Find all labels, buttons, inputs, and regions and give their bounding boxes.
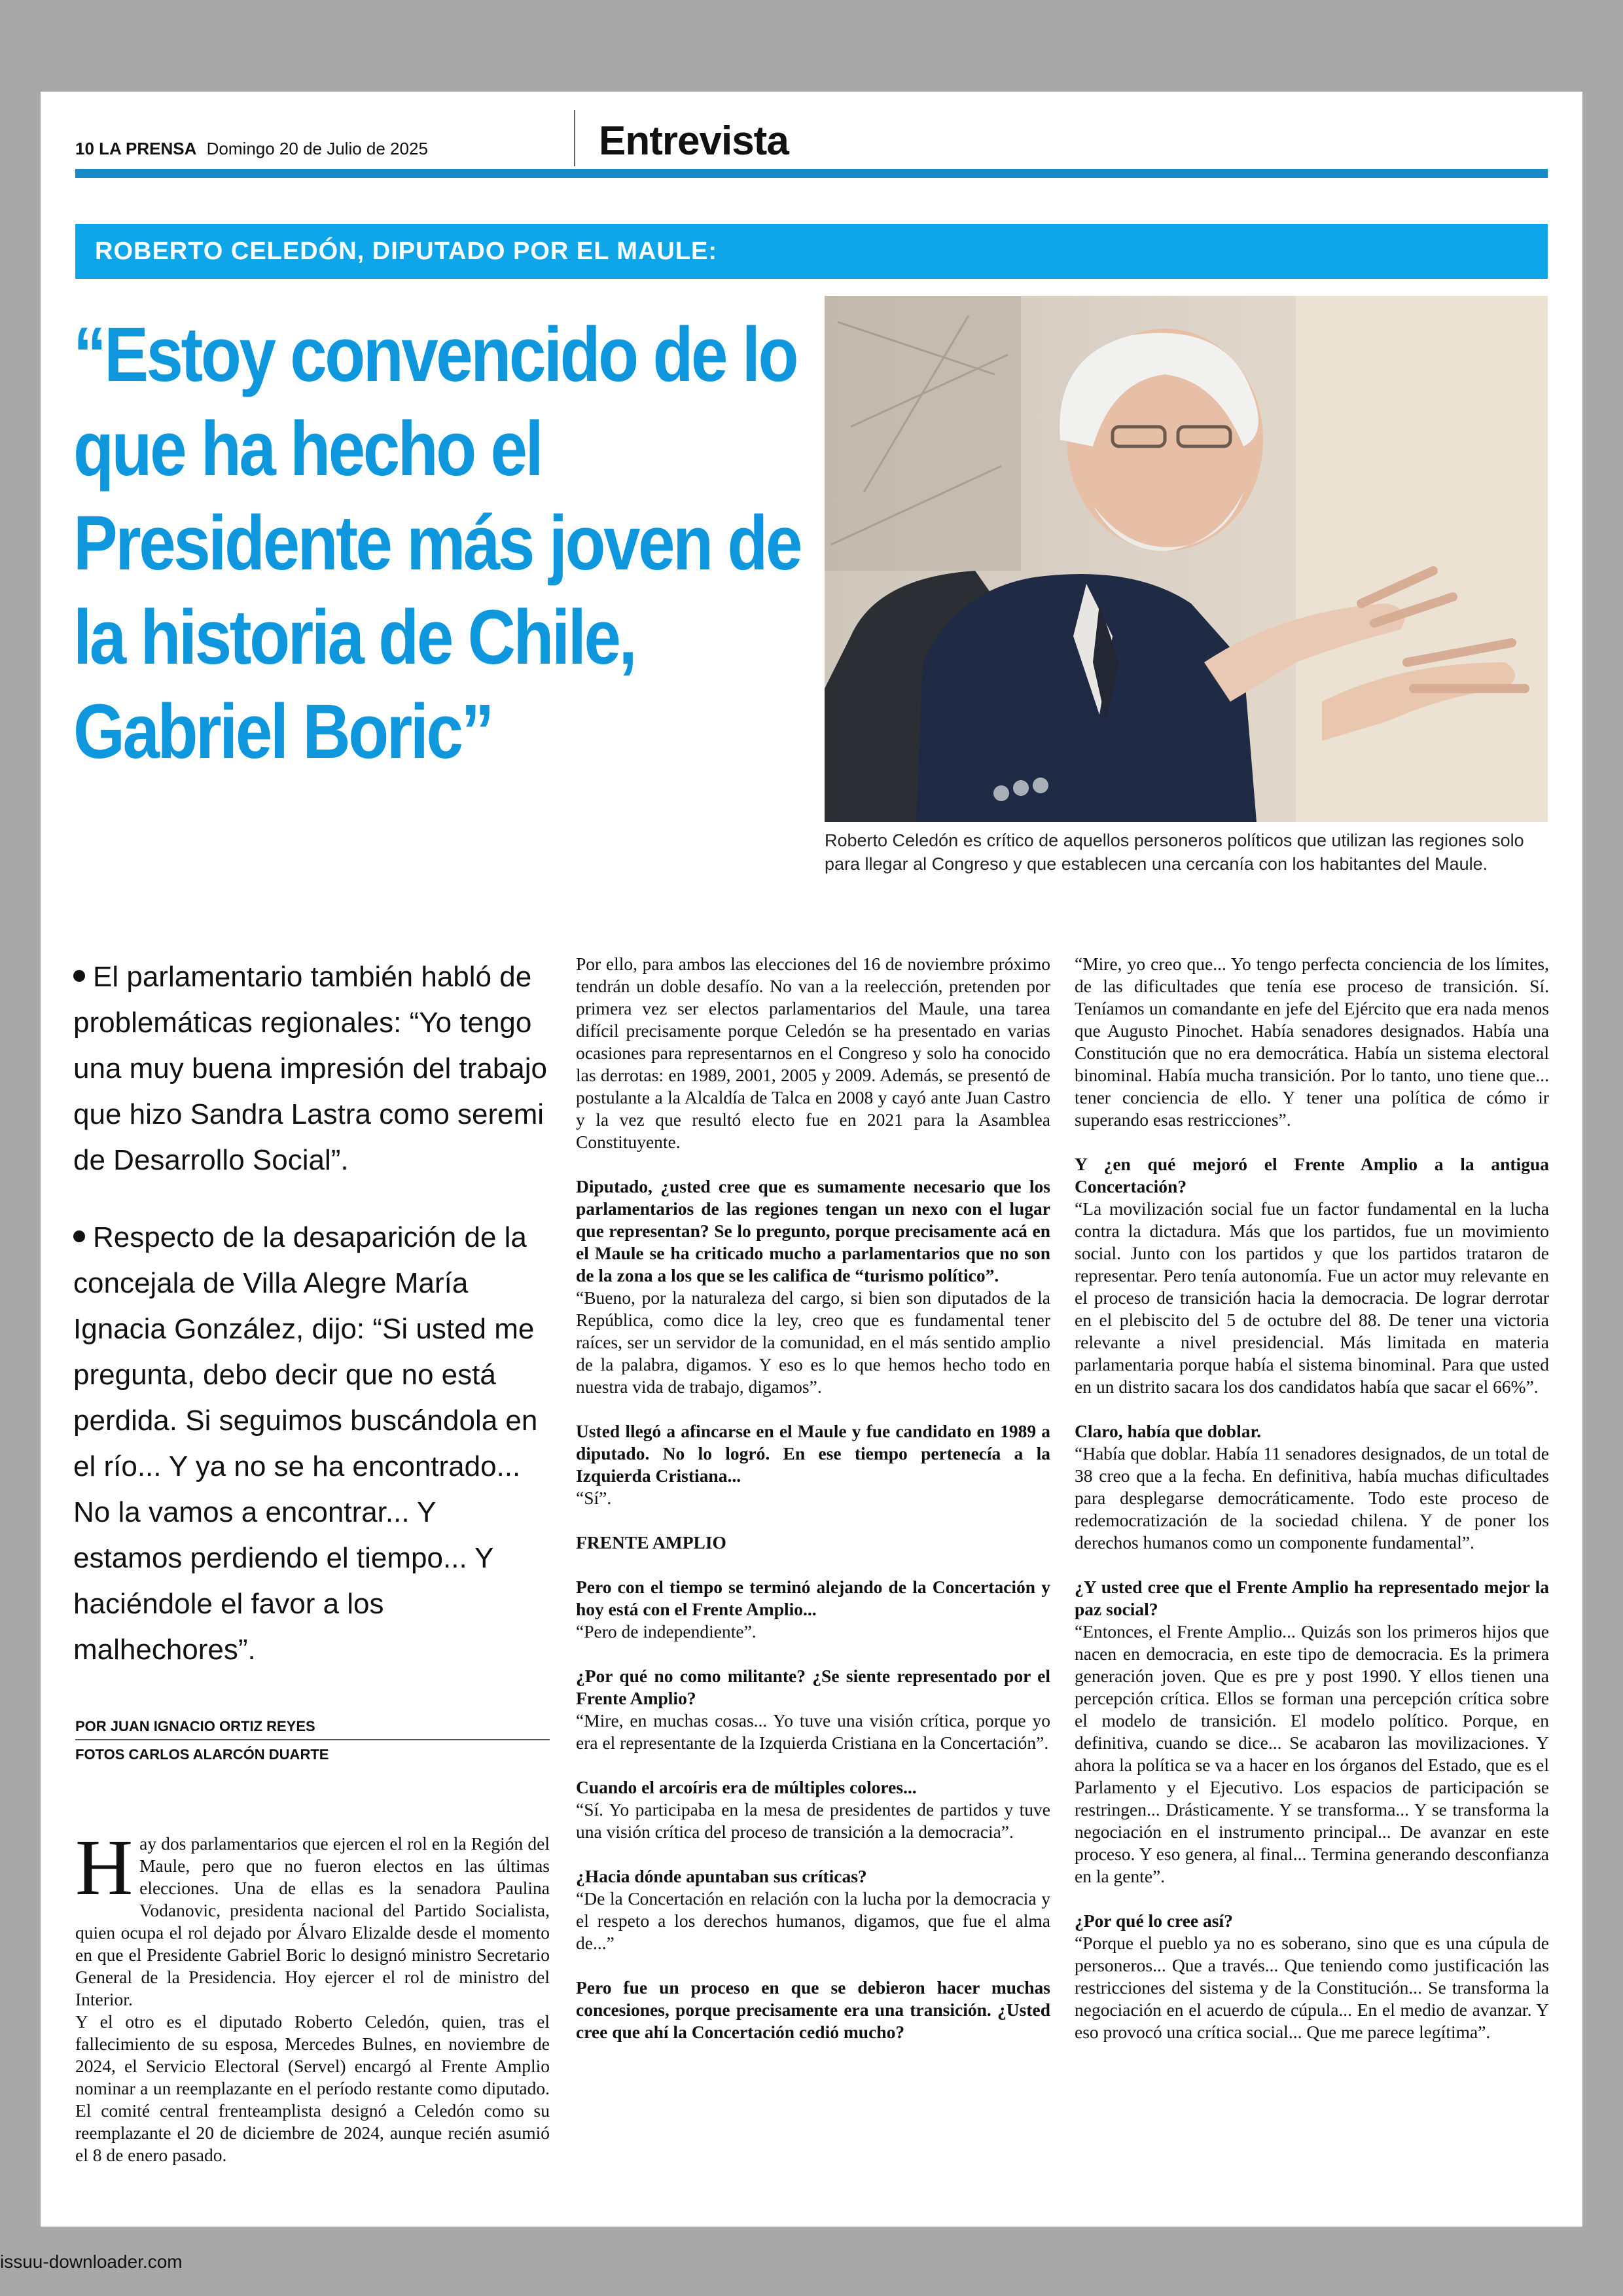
answer: “Había que doblar. Había 11 senadores designados, de un total de 38 creo que a la fecha. En definitiva, había muchas dificultades para desplegarse democráticamente. Todo este proceso de redemocratización de la sociedad chilena. Y de poner los derechos humanos como un componente fundamental”.: [1075, 1443, 1549, 1552]
answer: “Sí. Yo participaba en la mesa de presidentes de partidos y tuve una visión crítica del proceso de transición a la democracia”.: [576, 1799, 1050, 1842]
paragraph: Y el otro es el diputado Roberto Celedón, quien, tras el fallecimiento de su esposa, Mercedes Bulnes, en noviembre de 2024, el Servicio Electoral (Servel) encargó al Frente Amplio nominar a un reemplazante en el período restante como diputado. El comité central frenteamplista designó a Celedón como su reemplazante el 20 de diciembre de 2024, aunque recién asumió el 8 de enero pasado.: [75, 2011, 550, 2165]
answer: “Sí”.: [576, 1488, 612, 1508]
watermark-footer: issuu-downloader.com: [0, 2251, 183, 2272]
article-column-3: [1075, 953, 1549, 2066]
photo-credit: FOTOS CARLOS ALARCÓN DUARTE: [75, 1746, 329, 1763]
article-column-2: [576, 953, 1050, 2043]
bullet-dot-icon: [73, 1230, 85, 1242]
paragraph: Hay dos parlamentarios que ejercen el rol en la Región del Maule, pero que no fueron electos en las últimas elecciones. Una de ellas es la senadora Paulina Vodanovic, presidenta nacional del Partido Socialista, quien ocupa el rol dejado por Álvaro Elizalde desde el momento en que el Presidente Gabriel Boric lo designó ministro Secretario General de la Presidencia. Hoy ejercer el rol de ministro del Interior.: [75, 1823, 550, 2009]
answer: “Entonces, el Frente Amplio... Quizás son los primeros hijos que nacen en democracia, en este tipo de democracia. Es la primera generación joven. Que es pre y post 1990. Y ellos tienen una percepción crítica. Ellos se forman una percepción crítica sobre el modelo de transición. El modelo político. Porque, en definitiva, cuando se dice... Se acabaron las movilizaciones. Y ahora la política se va a hacer en los órganos del Estado, que es el Parlamento y el Ejecutivo. Los espacios de participación se restringen... Drásticamente. Y se transforma... Y se transforma la negociación en el instrumento principal... De avanzar en este proceso. Y eso genera, al final... Termina generando desconfianza en la gente”.: [1075, 1621, 1549, 1886]
section-title: Entrevista: [599, 118, 789, 164]
answer: “De la Concertación en relación con la lucha por la democracia y el respeto a los derechos humanos, digamos, que fue el alma de...”: [576, 1888, 1050, 1953]
highlight-bullets: [73, 954, 551, 1704]
answer: “Mire, yo creo que... Yo tengo perfecta conciencia de los límites, de las dificultades que tenía ese proceso de transición. Sí. Teníamos un comandante en jefe del Ejército que era nada menos que Augusto Pinochet. Había senadores designados. Había una Constitución que no era democrática. Había un sistema electoral binominal. Había mucha transición. Por lo tanto, uno tiene que... tener conciencia de ello. Y tener una política de cómo ir superando esas restricciones”.: [1075, 954, 1549, 1130]
portrait-photo: [825, 296, 1548, 822]
issue-date: Domingo 20 de Julio de 2025: [206, 139, 428, 158]
byline: POR JUAN IGNACIO ORTIZ REYES: [75, 1718, 550, 1740]
bullet-text: Respecto de la desaparición de la concejala de Villa Alegre María Ignacia González, dijo: “Si usted me pregunta, debo decir que no está perdida. Si seguimos buscándola en el río... Y ya no se ha encontrado... No la vamos a encontrar... Y estamos perdiendo el tiempo... Y haciéndole el favor a los malhechores”.: [73, 1221, 538, 1666]
question: ¿Por qué lo cree así?: [1075, 1910, 1233, 1931]
bullet-item: [73, 1215, 551, 1673]
page-number-publication: 10 LA PRENSA: [75, 139, 197, 158]
photo-caption: Roberto Celedón es crítico de aquellos personeros políticos que utilizan las regiones solo para llegar al Congreso y que establecen una cercanía con los habitantes del Maule.: [825, 831, 1524, 874]
question: ¿Y usted cree que el Frente Amplio ha representado mejor la paz social?: [1075, 1577, 1549, 1619]
bullet-item: [73, 954, 551, 1183]
question: ¿Hacia dónde apuntaban sus críticas?: [576, 1866, 867, 1886]
answer: “Mire, en muchas cosas... Yo tuve una visión crítica, porque yo era el representante de la Izquierda Cristiana en la Concertación”.: [576, 1710, 1050, 1753]
question: Usted llegó a afincarse en el Maule y fue candidato en 1989 a diputado. No lo logró. En ese tiempo pertenecía a la Izquierda Cristiana...: [576, 1421, 1050, 1486]
portrait-illustration: [825, 296, 1548, 822]
drop-cap: H: [75, 1823, 134, 1912]
answer: “Bueno, por la naturaleza del cargo, si bien son diputados de la República, como dice la ley, creo que es fundamental tener raíces, ser un servidor de la comunidad, en el más sentido amplio de la palabra, digamos. Y eso es lo que hemos hecho todo en nuestra vida de trabajo, digamos”.: [576, 1287, 1050, 1397]
article-column-1: [75, 1823, 550, 2189]
question: Claro, había que doblar.: [1075, 1421, 1262, 1441]
header-rule: [75, 169, 1548, 178]
answer: “La movilización social fue un factor fundamental en la lucha contra la dictadura. Más que los partidos, fue un movimiento social. Junto con los partidos y que los partidos trataron de representar. Pero tenía autonomía. Fue un actor muy relevante en el proceso de transición hacia la democracia. De lograr derrotar en el plebiscito del 5 de octubre del 88. De tener una victoria relevante a nivel presidencial. Más limitada en materia parlamentaria porque había el sistema binominal. Para que usted en un distrito sacara los dos candidatos había que sacar el 66%”.: [1075, 1198, 1549, 1397]
question: Pero fue un proceso en que se debieron hacer muchas concesiones, porque precisamente era una transición. ¿Usted cree que ahí la Concertación cedió mucho?: [576, 1977, 1050, 2042]
answer: “Pero de independiente”.: [576, 1621, 757, 1641]
question: Y ¿en qué mejoró el Frente Amplio a la antigua Concertación?: [1075, 1154, 1549, 1196]
subheading: FRENTE AMPLIO: [576, 1532, 726, 1552]
page-header-info: [75, 139, 428, 159]
answer: “Porque el pueblo ya no es soberano, sino que es una cúpula de personeros... Que a través... Que teniendo como justificación las restricciones del sistema y de la Constitución... Se transforma la negociación en el acuerdo de cúpula... En el medio de avanzar. Y eso provocó una crítica social... Que me parece legítima”.: [1075, 1933, 1549, 2042]
paragraph: Por ello, para ambos las elecciones del 16 de noviembre próximo tendrán un doble desafío. No van a la reelección, pretenden por primera vez ser electos parlamentarios del Maule, una tarea difícil precisamente porque Celedón se ha presentado en varias ocasiones para representarnos en el Congreso y solo ha conocido las derrotas: en 1989, 2001, 2005 y 2009. Además, se presentó de postulante a la Alcaldía de Talca en 2008 y cayó ante Juan Castro y la vez que resultó electo fue en 2021 para la Asamblea Constituyente.: [576, 954, 1050, 1152]
question: ¿Por qué no como militante? ¿Se siente representado por el Frente Amplio?: [576, 1666, 1050, 1708]
bullet-text: El parlamentario también habló de problemáticas regionales: “Yo tengo una muy buena impresión del trabajo que hizo Sandra Lastra como seremi de Desarrollo Social”.: [73, 961, 548, 1176]
question: Cuando el arcoíris era de múltiples colores...: [576, 1777, 917, 1797]
header-divider: [574, 110, 575, 166]
question: Pero con el tiempo se terminó alejando de la Concertación y hoy está con el Frente Amplio...: [576, 1577, 1050, 1619]
headline: “Estoy convencido de lo que ha hecho el Presidente más joven de la historia de Chile, Gabriel Boric”: [73, 312, 800, 775]
kicker-banner: ROBERTO CELEDÓN, DIPUTADO POR EL MAULE:: [75, 224, 1548, 279]
bullet-dot-icon: [73, 970, 85, 982]
question: Diputado, ¿usted cree que es sumamente necesario que los parlamentarios de las regiones tengan un nexo con el lugar que representan? Se lo pregunto, porque precisamente acá en el Maule se ha criticado mucho a parlamentarios que no son de la zona a los que se les califica de “turismo político”.: [576, 1176, 1050, 1285]
